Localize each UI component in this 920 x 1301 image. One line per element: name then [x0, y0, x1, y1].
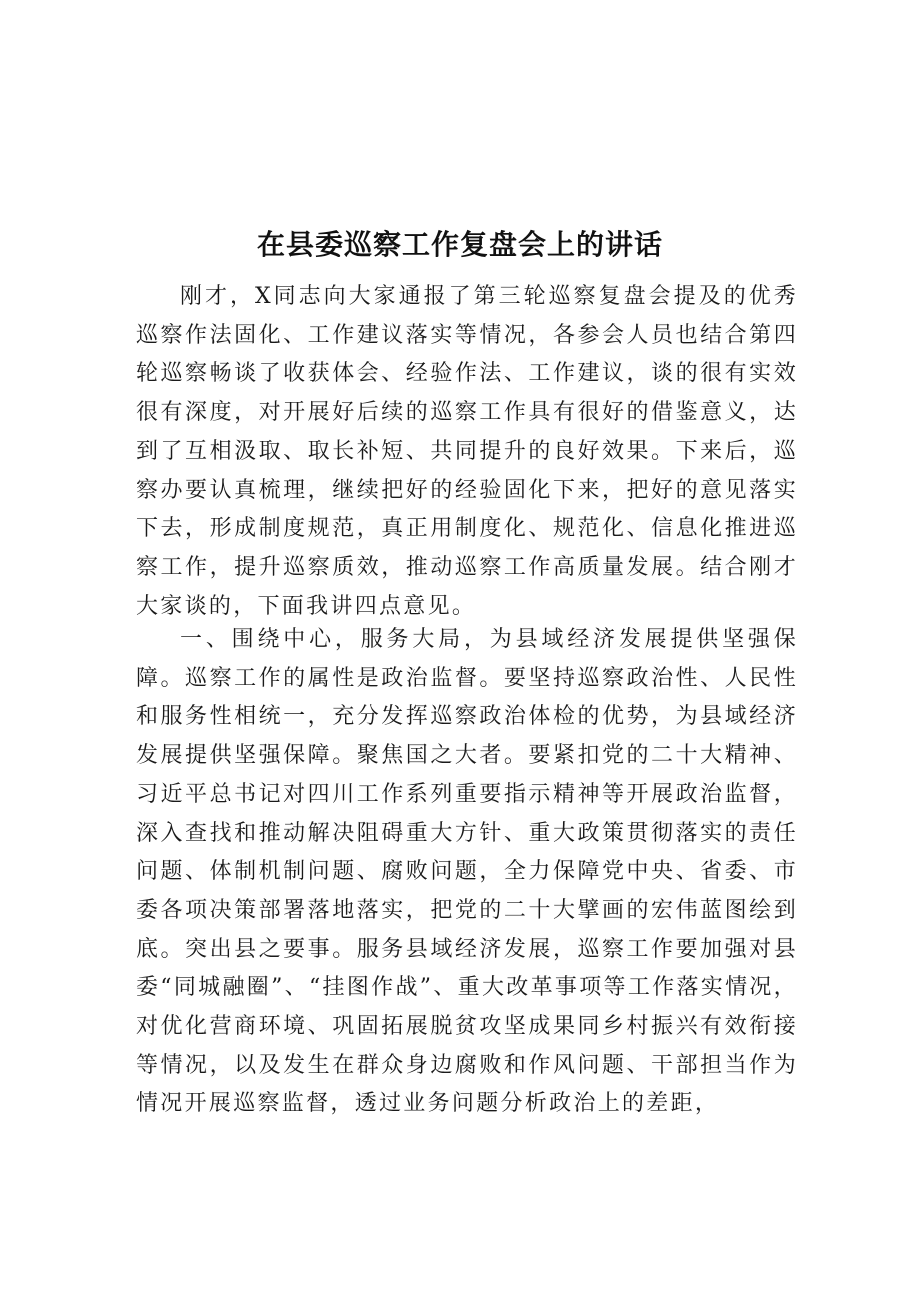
paragraph-intro: 刚才，X同志向大家通报了第三轮巡察复盘会提及的优秀巡察作法固化、工作建议落实等情况，各参会人员也结合第四轮巡察畅谈了收获体会、经验作法、工作建议，谈的很有实效很有深度，对开展好后续的巡察工作具有很好的借鉴意义，达到了互相汲取、取长补短、共同提升的良好效果。下来后，巡察办要认真梳理，继续把好的经验固化下来，把好的意见落实下去，形成制度规范，真正用制度化、规范化、信息化推进巡察工作，提升巡察质效，推动巡察工作高质量发展。结合刚才大家谈的，下面我讲四点意见。: [136, 284, 798, 619]
paragraph-section-one: 一、围绕中心，服务大局，为县域经济发展提供坚强保障。巡察工作的属性是政治监督。要坚持巡察政治性、人民性和服务性相统一，充分发挥巡察政治体检的优势，为县域经济发展提供坚强保障。聚焦国之大者。要紧扣党的二十大精神、习近平总书记对四川工作系列重要指示精神等开展政治监督，深入查找和推动解决阻碍重大方针、重大政策贯彻落实的责任问题、体制机制问题、腐败问题，全力保障党中央、省委、市委各项决策部署落地落实，把党的二十大擘画的宏伟蓝图绘到底。突出县之要事。服务县域经济发展，巡察工作要加强对县委“同城融圈”、“挂图作战”、重大改革事项等工作落实情况，对优化营商环境、巩固拓展脱贫攻坚成果同乡村振兴有效衔接等情况，以及发生在群众身边腐败和作风问题、干部担当作为情况开展巡察监督，透过业务问题分析政治上的差距，: [136, 627, 798, 1117]
document-title: 在县委巡察工作复盘会上的讲话: [256, 228, 663, 261]
